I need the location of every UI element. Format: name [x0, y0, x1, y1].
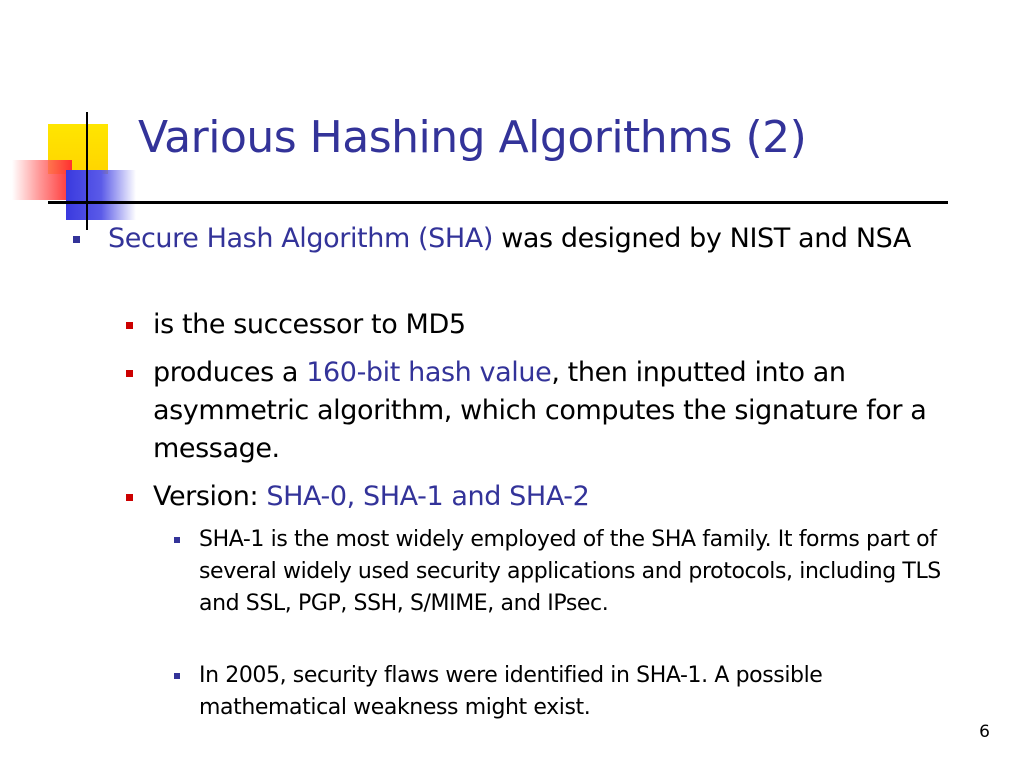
bullet-text-before: produces a: [153, 357, 307, 388]
highlight-sha-name: Secure Hash Algorithm (SHA): [108, 223, 494, 254]
slide-title: Various Hashing Algorithms (2): [138, 112, 807, 163]
bullet-sha1-usage: [199, 524, 959, 620]
bullet-text: In 2005, security flaws were identified in SHA-1. A possible mathematical weakness might exist.: [199, 663, 823, 720]
bullet-text: is the successor to MD5: [153, 309, 466, 340]
bullet-versions: [153, 478, 973, 516]
page-number: 6: [979, 722, 990, 742]
square-bullet-icon: [126, 494, 133, 501]
square-bullet-icon: [174, 537, 180, 543]
bullet-sha-definition: [108, 220, 988, 258]
bullet-successor-md5: [153, 306, 993, 344]
square-bullet-icon: [126, 370, 133, 377]
highlight-hash-size: 160-bit hash value: [306, 357, 552, 388]
square-bullet-icon: [73, 236, 80, 243]
bullet-sha1-flaws: [199, 660, 959, 724]
highlight-versions: SHA-0, SHA-1 and SHA-2: [266, 481, 590, 512]
bullet-text: was designed by NIST and NSA: [493, 223, 911, 254]
bullet-text-after: , then inputted into an asymmetric algorithm, which computes the signature for a message.: [153, 357, 927, 464]
square-bullet-icon: [126, 322, 133, 329]
bullet-text: SHA-1 is the most widely employed of the SHA family. It forms part of several widely used security applications and protocols, including TLS and SSL, PGP, SSH, S/MIME, and IPsec.: [199, 527, 941, 616]
bullet-text-before: Version:: [153, 481, 267, 512]
square-bullet-icon: [174, 673, 180, 679]
bullet-produces-hash: [153, 354, 973, 468]
